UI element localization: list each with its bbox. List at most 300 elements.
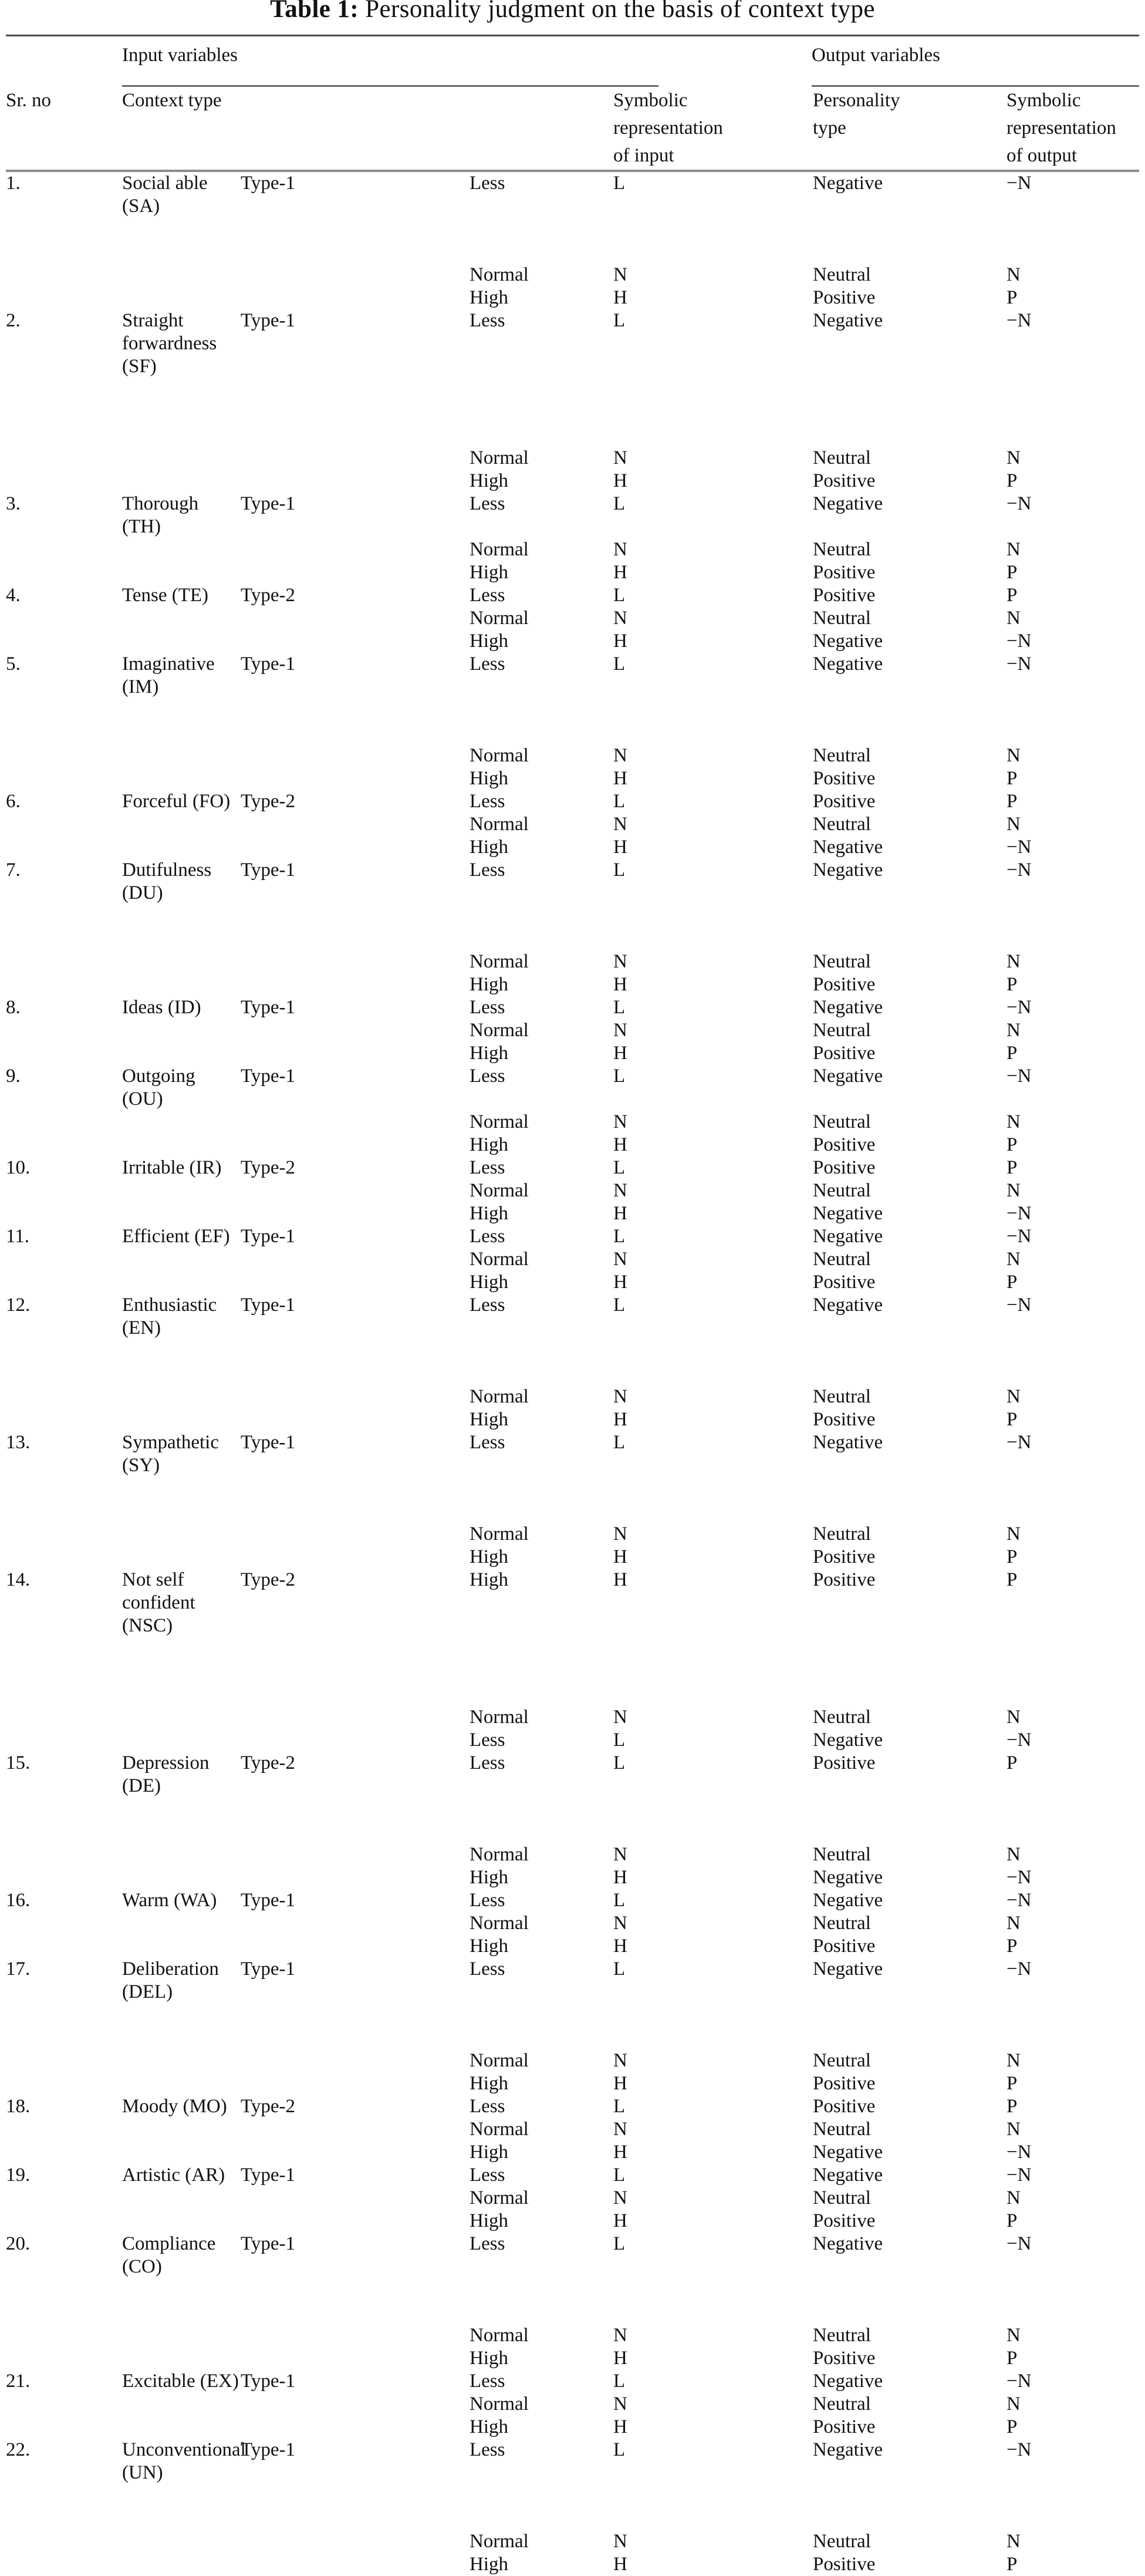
table-row bbox=[6, 973, 1139, 996]
cell-type bbox=[241, 2210, 470, 2233]
table-row bbox=[6, 2233, 1139, 2278]
cell-level: Less bbox=[470, 2164, 505, 2186]
cell-sr-no bbox=[6, 1408, 122, 1431]
cell-type bbox=[241, 1202, 470, 1225]
cell-level: Less bbox=[470, 310, 505, 331]
cell-type: Type-1 bbox=[241, 1226, 295, 1247]
cell-personality-type: Negative bbox=[813, 310, 883, 331]
cell-symbolic-input: L bbox=[613, 2096, 626, 2117]
cell-sr-no bbox=[6, 1546, 122, 1569]
table-row bbox=[6, 1912, 1139, 1935]
cell-context-type bbox=[122, 2210, 241, 2233]
cell-level: Less bbox=[470, 997, 505, 1018]
cell-type bbox=[241, 2416, 470, 2439]
cell-symbolic-input: L bbox=[613, 2233, 626, 2254]
table-row bbox=[6, 264, 1139, 286]
cell-level: Normal bbox=[470, 1020, 529, 1041]
cell-sr-no bbox=[6, 2393, 122, 2416]
cell-context-type bbox=[122, 1408, 241, 1431]
cell-sr-no bbox=[6, 1179, 122, 1202]
cell-context-type bbox=[122, 790, 241, 813]
table-row bbox=[6, 859, 1139, 905]
cell-symbolic-input: L bbox=[613, 310, 626, 331]
table-column-header-row bbox=[6, 87, 1139, 170]
cell-context-type bbox=[122, 2324, 241, 2347]
cell-symbolic-input: L bbox=[613, 1890, 626, 1911]
cell-context-type bbox=[122, 1958, 241, 2004]
cell-symbolic-input: L bbox=[613, 859, 626, 881]
context-type-line: Sympathetic bbox=[122, 1432, 219, 1453]
cell-type: Type-2 bbox=[241, 1752, 295, 1773]
table-row bbox=[6, 1156, 1139, 1179]
context-type-line: Deliberation bbox=[122, 1958, 219, 1980]
cell-symbolic-output: N bbox=[1006, 447, 1021, 468]
cell-level: Normal bbox=[470, 745, 529, 766]
col-header-personality-line2: type bbox=[813, 117, 846, 139]
cell-symbolic-output: −N bbox=[1006, 2439, 1032, 2460]
cell-symbolic-input: L bbox=[613, 493, 626, 514]
cell-sr-no bbox=[6, 2118, 122, 2141]
cell-sr-no bbox=[6, 1912, 122, 1935]
cell-sr-no: 12. bbox=[6, 1294, 31, 1316]
cell-symbolic-output: P bbox=[1006, 1936, 1018, 1957]
cell-type bbox=[241, 1523, 470, 1546]
cell-symbolic-input: H bbox=[613, 630, 627, 652]
cell-symbolic-input: H bbox=[613, 1134, 627, 1155]
cell-type bbox=[241, 1843, 470, 1866]
cell-sr-no: 15. bbox=[6, 1752, 31, 1773]
cell-type bbox=[241, 1385, 470, 1408]
cell-sr-no: 18. bbox=[6, 2096, 31, 2117]
cell-type bbox=[241, 950, 470, 973]
table-row bbox=[6, 493, 1139, 538]
cell-symbolic-output: P bbox=[1006, 2210, 1018, 2231]
cell-level: High bbox=[470, 2416, 508, 2437]
cell-sr-no bbox=[6, 1042, 122, 1065]
cell-sr-no bbox=[6, 561, 122, 584]
cell-context-type bbox=[122, 653, 241, 699]
cell-context-type bbox=[122, 1385, 241, 1408]
cell-level: Less bbox=[470, 1432, 505, 1453]
cell-level: Normal bbox=[470, 264, 529, 285]
cell-symbolic-input: H bbox=[613, 1867, 627, 1888]
cell-symbolic-output: N bbox=[1006, 539, 1021, 560]
cell-type bbox=[241, 2072, 470, 2095]
cell-sr-no: 14. bbox=[6, 1569, 31, 1590]
cell-type bbox=[241, 1019, 470, 1042]
context-type-line: (SA) bbox=[122, 195, 160, 217]
table-row bbox=[6, 1294, 1139, 1340]
cell-sr-no bbox=[6, 2141, 122, 2164]
cell-personality-type: Positive bbox=[813, 1752, 876, 1773]
cell-level: Normal bbox=[470, 1249, 529, 1270]
cell-symbolic-input: L bbox=[613, 1066, 626, 1087]
cell-symbolic-input: H bbox=[613, 1569, 627, 1590]
cell-level: Less bbox=[470, 2233, 505, 2254]
cell-personality-type: Negative bbox=[813, 630, 883, 652]
context-type-line: Outgoing (OU) bbox=[122, 1066, 195, 1110]
cell-level: Normal bbox=[470, 2119, 529, 2140]
cell-sr-no bbox=[6, 264, 122, 286]
cell-symbolic-input: H bbox=[613, 1043, 627, 1064]
row-spacer bbox=[6, 2484, 1139, 2530]
table-row bbox=[6, 2141, 1139, 2164]
cell-symbolic-output: P bbox=[1006, 1134, 1018, 1155]
group-rule-output bbox=[812, 85, 1139, 87]
cell-context-type bbox=[122, 2233, 241, 2278]
cell-symbolic-input: L bbox=[613, 585, 626, 606]
cell-symbolic-input: N bbox=[613, 2050, 627, 2071]
table-row bbox=[6, 744, 1139, 767]
row-spacer bbox=[6, 1637, 1139, 1706]
cell-symbolic-input: H bbox=[613, 470, 627, 491]
table-row bbox=[6, 1271, 1139, 1294]
cell-type: Type-1 bbox=[241, 310, 295, 331]
cell-personality-type: Neutral bbox=[813, 1111, 871, 1132]
cell-level: High bbox=[470, 562, 508, 583]
cell-personality-type: Positive bbox=[813, 470, 876, 491]
cell-sr-no: 4. bbox=[6, 585, 21, 606]
table-row bbox=[6, 2530, 1139, 2553]
cell-level: High bbox=[470, 2210, 508, 2231]
cell-symbolic-output: N bbox=[1006, 2119, 1021, 2140]
cell-symbolic-output: −N bbox=[1006, 630, 1032, 652]
cell-symbolic-output: N bbox=[1006, 1180, 1021, 1201]
cell-sr-no bbox=[6, 2210, 122, 2233]
cell-symbolic-output: −N bbox=[1006, 173, 1032, 194]
cell-personality-type: Neutral bbox=[813, 1523, 871, 1545]
cell-type bbox=[241, 630, 470, 653]
cell-symbolic-output: P bbox=[1006, 585, 1018, 606]
cell-level: Less bbox=[470, 791, 505, 812]
context-type-line: Thorough (TH) bbox=[122, 493, 199, 537]
cell-context-type bbox=[122, 630, 241, 653]
cell-sr-no: 19. bbox=[6, 2164, 31, 2186]
col-header-context-type: Context type bbox=[122, 90, 222, 111]
cell-level: Normal bbox=[470, 2187, 529, 2209]
cell-symbolic-output: −N bbox=[1006, 1226, 1032, 1247]
cell-symbolic-output: P bbox=[1006, 470, 1018, 491]
context-type-line: Imaginative bbox=[122, 653, 215, 675]
cell-sr-no: 5. bbox=[6, 653, 21, 675]
cell-context-type bbox=[122, 447, 241, 470]
cell-type bbox=[241, 1271, 470, 1294]
cell-symbolic-input: L bbox=[613, 173, 626, 194]
cell-symbolic-output: N bbox=[1006, 1111, 1021, 1132]
table-row bbox=[6, 1523, 1139, 1546]
cell-symbolic-input: H bbox=[613, 974, 627, 995]
cell-context-type bbox=[122, 264, 241, 286]
row-spacer bbox=[6, 699, 1139, 744]
cell-personality-type: Negative bbox=[813, 1958, 883, 1980]
cell-personality-type: Negative bbox=[813, 859, 883, 881]
cell-level: Normal bbox=[470, 2325, 529, 2346]
table-row bbox=[6, 1729, 1139, 1752]
cell-symbolic-input: N bbox=[613, 539, 627, 560]
context-type-line: Dutifulness bbox=[122, 859, 212, 881]
context-type-line: forwardness bbox=[122, 333, 217, 354]
cell-symbolic-input: N bbox=[613, 1111, 627, 1132]
cell-personality-type: Negative bbox=[813, 2439, 883, 2460]
cell-symbolic-input: H bbox=[613, 562, 627, 583]
col-header-symbolic-output-line3: of output bbox=[1006, 145, 1078, 166]
cell-level: High bbox=[470, 470, 508, 491]
cell-symbolic-output: N bbox=[1006, 1707, 1021, 1728]
row-spacer bbox=[6, 2004, 1139, 2049]
cell-symbolic-input: H bbox=[613, 2554, 627, 2575]
table-caption bbox=[6, 0, 1139, 22]
table-row bbox=[6, 309, 1139, 378]
cell-personality-type: Positive bbox=[813, 1546, 876, 1567]
table-row bbox=[6, 1431, 1139, 1477]
cell-symbolic-input: L bbox=[613, 1226, 626, 1247]
row-spacer-cell bbox=[6, 378, 1139, 447]
cell-personality-type: Neutral bbox=[813, 1707, 871, 1728]
cell-personality-type: Negative bbox=[813, 2164, 883, 2186]
cell-personality-type: Positive bbox=[813, 1409, 876, 1430]
cell-symbolic-output: P bbox=[1006, 791, 1018, 812]
cell-personality-type: Neutral bbox=[813, 2119, 871, 2140]
row-spacer-cell bbox=[6, 1477, 1139, 1523]
cell-personality-type: Negative bbox=[813, 1890, 883, 1911]
cell-personality-type: Neutral bbox=[813, 745, 871, 766]
cell-sr-no bbox=[6, 950, 122, 973]
cell-level: Normal bbox=[470, 1523, 529, 1545]
cell-symbolic-output: P bbox=[1006, 562, 1018, 583]
cell-personality-type: Positive bbox=[813, 2073, 876, 2094]
cell-type: Type-1 bbox=[241, 2439, 295, 2460]
cell-personality-type: Neutral bbox=[813, 814, 871, 835]
cell-sr-no bbox=[6, 1385, 122, 1408]
cell-symbolic-output: −N bbox=[1006, 1432, 1032, 1453]
cell-sr-no bbox=[6, 2416, 122, 2439]
context-type-line: Tense (TE) bbox=[122, 585, 209, 606]
cell-symbolic-input: H bbox=[613, 2348, 627, 2369]
table-row bbox=[6, 1042, 1139, 1065]
cell-symbolic-output: −N bbox=[1006, 1066, 1032, 1087]
cell-type bbox=[241, 1866, 470, 1889]
cell-level: Normal bbox=[470, 951, 529, 972]
context-type-line: Artistic (AR) bbox=[122, 2164, 225, 2186]
cell-level: Less bbox=[470, 2439, 505, 2460]
cell-symbolic-input: L bbox=[613, 1729, 626, 1751]
cell-symbolic-input: L bbox=[613, 2371, 626, 2392]
cell-symbolic-input: N bbox=[613, 1844, 627, 1865]
cell-symbolic-input: H bbox=[613, 287, 627, 308]
cell-context-type bbox=[122, 1179, 241, 1202]
cell-type bbox=[241, 973, 470, 996]
cell-symbolic-output: N bbox=[1006, 1249, 1021, 1270]
cell-level: High bbox=[470, 1867, 508, 1888]
cell-symbolic-output: N bbox=[1006, 2187, 1021, 2209]
cell-sr-no bbox=[6, 973, 122, 996]
cell-symbolic-output: N bbox=[1006, 2325, 1021, 2346]
table-row bbox=[6, 1065, 1139, 1111]
cell-sr-no bbox=[6, 2530, 122, 2553]
cell-sr-no bbox=[6, 767, 122, 790]
table-row bbox=[6, 630, 1139, 653]
cell-type: Type-2 bbox=[241, 791, 295, 812]
table-row bbox=[6, 2370, 1139, 2393]
cell-context-type bbox=[122, 1866, 241, 1889]
cell-level: Less bbox=[470, 1226, 505, 1247]
cell-sr-no bbox=[6, 630, 122, 653]
table-row bbox=[6, 2095, 1139, 2118]
table-row bbox=[6, 1958, 1139, 2004]
cell-context-type bbox=[122, 2393, 241, 2416]
cell-sr-no bbox=[6, 836, 122, 859]
table-row bbox=[6, 2347, 1139, 2370]
cell-type bbox=[241, 1546, 470, 1569]
cell-level: High bbox=[470, 1936, 508, 1957]
cell-symbolic-output: −N bbox=[1006, 1867, 1032, 1888]
table-row bbox=[6, 836, 1139, 859]
cell-type bbox=[241, 813, 470, 836]
cell-personality-type: Neutral bbox=[813, 264, 871, 285]
cell-level: Less bbox=[470, 1157, 505, 1178]
context-type-line: Moody (MO) bbox=[122, 2096, 227, 2117]
cell-symbolic-output: P bbox=[1006, 1272, 1018, 1293]
table-row bbox=[6, 2416, 1139, 2439]
cell-symbolic-input: H bbox=[613, 1203, 627, 1224]
cell-personality-type: Neutral bbox=[813, 1180, 871, 1201]
cell-level: High bbox=[470, 1272, 508, 1293]
cell-symbolic-output: P bbox=[1006, 1409, 1018, 1430]
cell-sr-no: 16. bbox=[6, 1890, 31, 1911]
cell-type: Type-1 bbox=[241, 1432, 295, 1453]
context-type-line: Ideas (ID) bbox=[122, 997, 201, 1018]
cell-personality-type: Negative bbox=[813, 1867, 883, 1888]
cell-symbolic-input: N bbox=[613, 1249, 627, 1270]
cell-context-type bbox=[122, 2416, 241, 2439]
cell-personality-type: Neutral bbox=[813, 1844, 871, 1865]
cell-symbolic-output: N bbox=[1006, 264, 1021, 285]
cell-personality-type: Positive bbox=[813, 1157, 876, 1178]
cell-type bbox=[241, 470, 470, 493]
cell-symbolic-input: H bbox=[613, 837, 627, 858]
cell-symbolic-input: L bbox=[613, 653, 626, 675]
cell-personality-type: Positive bbox=[813, 791, 876, 812]
table-row bbox=[6, 2049, 1139, 2072]
cell-personality-type: Neutral bbox=[813, 1386, 871, 1407]
cell-symbolic-input: H bbox=[613, 2210, 627, 2231]
cell-symbolic-output: −N bbox=[1006, 859, 1032, 881]
cell-symbolic-input: N bbox=[613, 745, 627, 766]
context-type-line: (DEL) bbox=[122, 1981, 173, 2002]
col-header-symbolic-output-line1: Symbolic bbox=[1006, 90, 1081, 111]
cell-level: Normal bbox=[470, 1844, 529, 1865]
cell-level: Normal bbox=[470, 1707, 529, 1728]
cell-level: Less bbox=[470, 653, 505, 675]
cell-level: Less bbox=[470, 859, 505, 881]
cell-context-type bbox=[122, 1889, 241, 1912]
cell-context-type bbox=[122, 1752, 241, 1798]
row-spacer bbox=[6, 2278, 1139, 2324]
cell-symbolic-output: N bbox=[1006, 2050, 1021, 2071]
cell-sr-no bbox=[6, 1843, 122, 1866]
cell-symbolic-output: −N bbox=[1006, 1890, 1032, 1911]
cell-context-type bbox=[122, 2530, 241, 2553]
cell-symbolic-input: N bbox=[613, 2325, 627, 2346]
cell-level: High bbox=[470, 2554, 508, 2575]
table-row bbox=[6, 996, 1139, 1019]
context-type-line: Social able bbox=[122, 173, 208, 194]
row-spacer bbox=[6, 378, 1139, 447]
cell-context-type bbox=[122, 1042, 241, 1065]
cell-personality-type: Positive bbox=[813, 974, 876, 995]
cell-symbolic-output: P bbox=[1006, 2348, 1018, 2369]
row-spacer-cell bbox=[6, 1340, 1139, 1385]
context-type-line: Efficient (EF) bbox=[122, 1226, 230, 1247]
cell-level: Normal bbox=[470, 2393, 529, 2415]
cell-context-type bbox=[122, 859, 241, 905]
col-header-sr-no: Sr. no bbox=[6, 90, 52, 111]
cell-personality-type: Neutral bbox=[813, 1913, 871, 1934]
cell-sr-no bbox=[6, 813, 122, 836]
cell-level: High bbox=[470, 1134, 508, 1155]
cell-personality-type: Positive bbox=[813, 287, 876, 308]
cell-symbolic-input: L bbox=[613, 1958, 626, 1980]
cell-symbolic-output: −N bbox=[1006, 1958, 1032, 1980]
cell-level: High bbox=[470, 1569, 508, 1590]
cell-context-type bbox=[122, 1111, 241, 1134]
cell-personality-type: Negative bbox=[813, 493, 883, 514]
cell-level: Less bbox=[470, 1066, 505, 1087]
table-row bbox=[6, 1935, 1139, 1958]
context-type-line: (SF) bbox=[122, 356, 157, 377]
cell-symbolic-output: −N bbox=[1006, 2142, 1032, 2163]
cell-personality-type: Negative bbox=[813, 2233, 883, 2254]
context-type-line: (CO) bbox=[122, 2256, 162, 2277]
row-spacer bbox=[6, 218, 1139, 264]
table-row bbox=[6, 447, 1139, 470]
cell-type bbox=[241, 1912, 470, 1935]
cell-personality-type: Neutral bbox=[813, 951, 871, 972]
cell-symbolic-output: −N bbox=[1006, 997, 1032, 1018]
table-row bbox=[6, 1546, 1139, 1569]
cell-type bbox=[241, 2347, 470, 2370]
cell-personality-type: Neutral bbox=[813, 2393, 871, 2415]
cell-symbolic-input: H bbox=[613, 768, 627, 789]
cell-context-type bbox=[122, 2187, 241, 2210]
cell-sr-no: 11. bbox=[6, 1226, 30, 1247]
cell-level: Normal bbox=[470, 814, 529, 835]
cell-context-type bbox=[122, 973, 241, 996]
cell-symbolic-input: H bbox=[613, 1272, 627, 1293]
cell-personality-type: Negative bbox=[813, 1226, 883, 1247]
row-spacer-cell bbox=[6, 2004, 1139, 2049]
cell-personality-type: Negative bbox=[813, 1294, 883, 1316]
cell-personality-type: Positive bbox=[813, 2096, 876, 2117]
cell-context-type bbox=[122, 836, 241, 859]
cell-symbolic-output: N bbox=[1006, 814, 1021, 835]
cell-context-type bbox=[122, 1294, 241, 1340]
cell-context-type bbox=[122, 1546, 241, 1569]
row-spacer bbox=[6, 1798, 1139, 1843]
cell-personality-type: Neutral bbox=[813, 447, 871, 468]
cell-level: High bbox=[470, 2348, 508, 2369]
cell-personality-type: Positive bbox=[813, 1043, 876, 1064]
cell-sr-no bbox=[6, 1202, 122, 1225]
cell-personality-type: Neutral bbox=[813, 539, 871, 560]
cell-symbolic-output: P bbox=[1006, 768, 1018, 789]
cell-symbolic-input: N bbox=[613, 1523, 627, 1545]
cell-symbolic-input: N bbox=[613, 1386, 627, 1407]
cell-context-type bbox=[122, 1248, 241, 1271]
cell-context-type bbox=[122, 996, 241, 1019]
cell-sr-no bbox=[6, 1935, 122, 1958]
table-row bbox=[6, 1843, 1139, 1866]
